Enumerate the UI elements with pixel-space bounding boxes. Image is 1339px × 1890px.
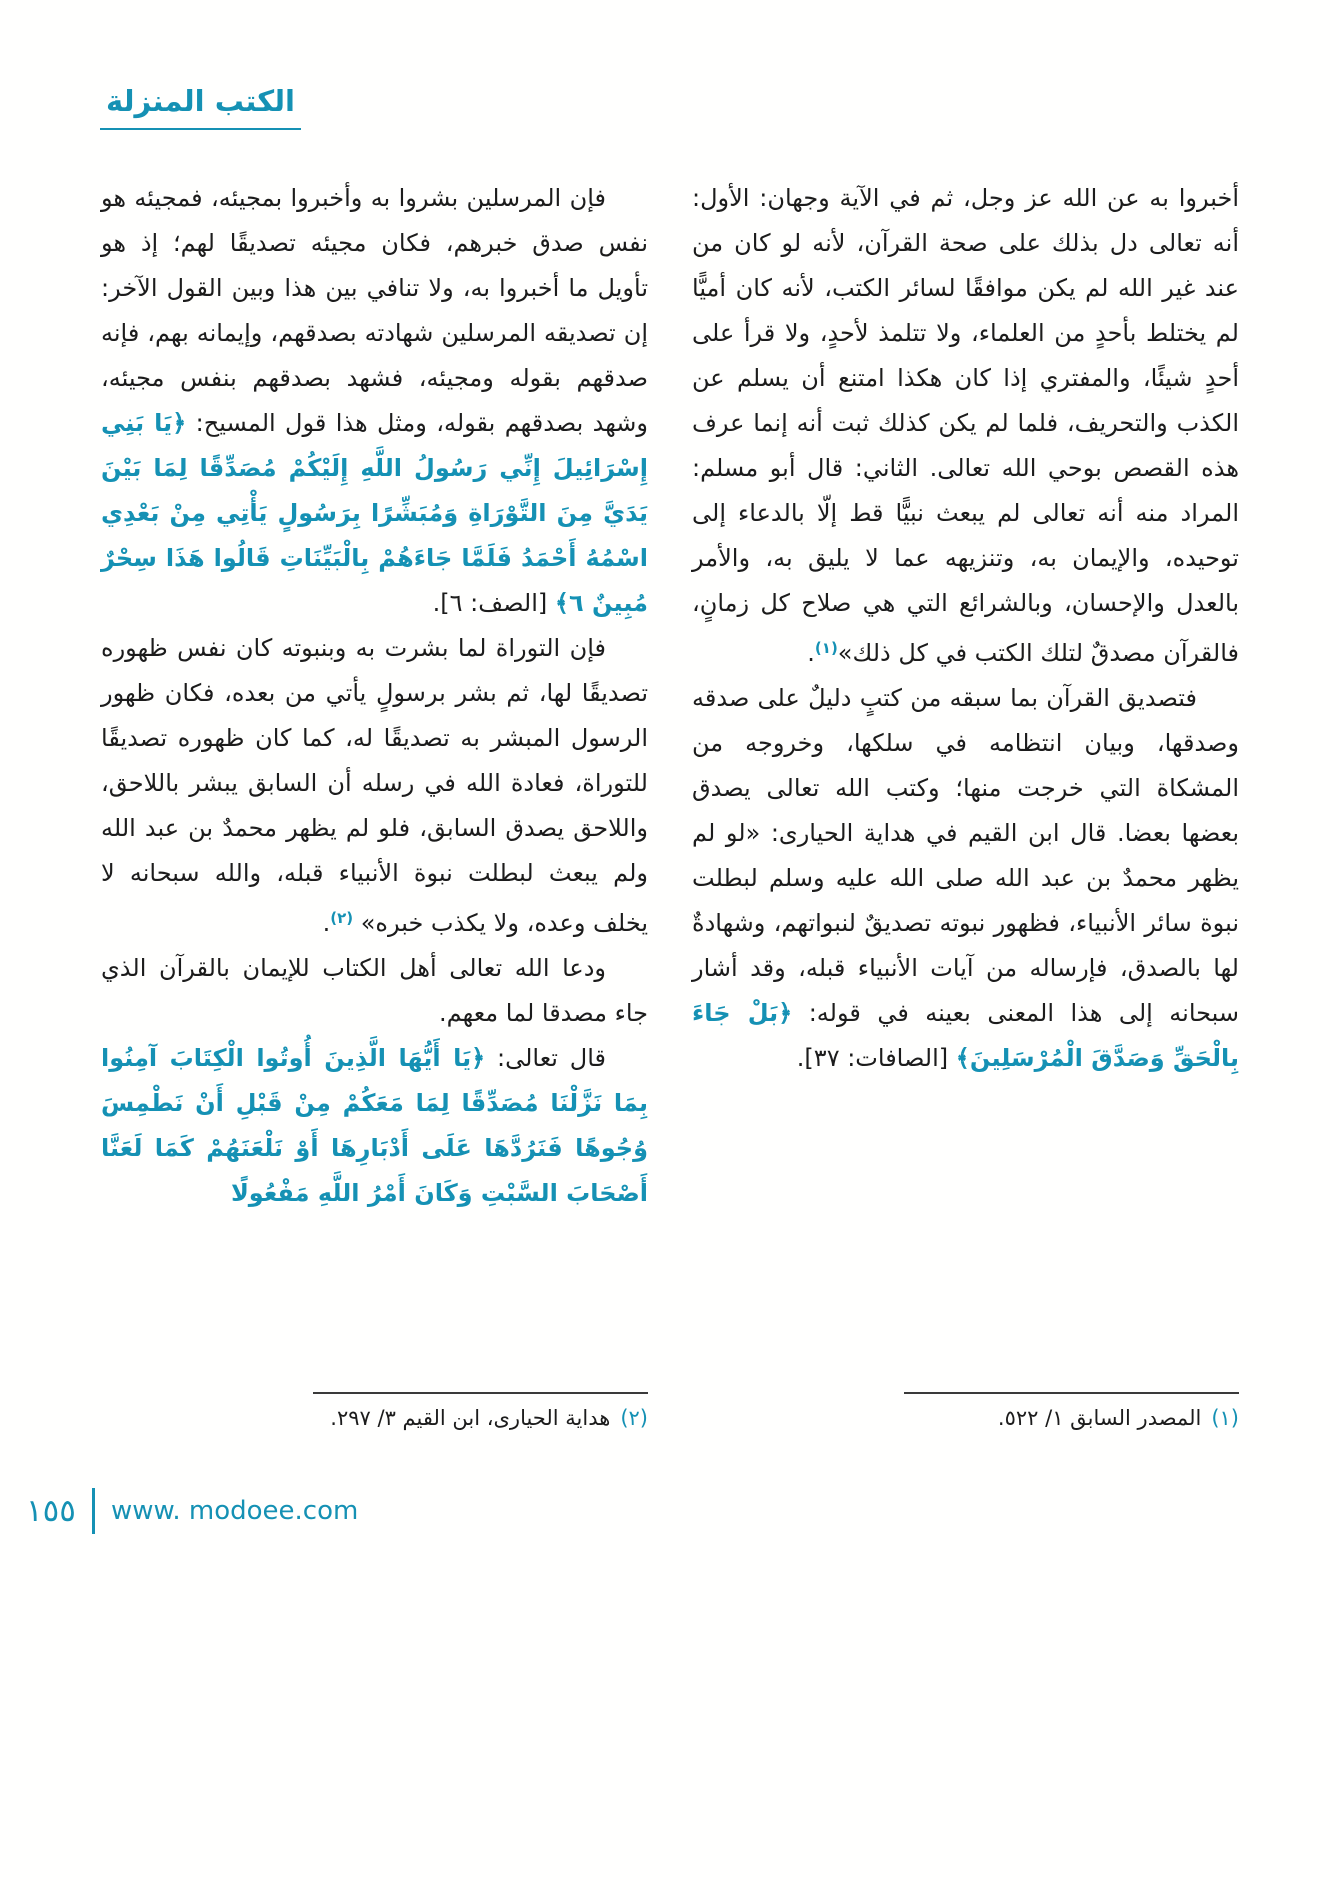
footnote-text: المصدر السابق ١/ ٥٢٢. <box>997 1406 1202 1430</box>
footnote-number: (٢) <box>620 1406 648 1430</box>
footnote-ref: (٢) <box>330 909 354 927</box>
footer-divider <box>92 1488 95 1534</box>
footnotes-area <box>100 1392 1239 1430</box>
paragraph <box>101 176 648 626</box>
column-left <box>101 176 648 1216</box>
page-number: ١٥٥ <box>26 1493 76 1529</box>
footnote-line <box>692 1406 1239 1430</box>
quran-verse: ﴿بَلْ جَاءَ بِالْحَقِّ وَصَدَّقَ الْمُرْسَلِينَ﴾ <box>692 999 1239 1072</box>
body-text: فإن التوراة لما بشرت به وبنبوته كان نفس ظهوره تصديقًا لها، ثم بشر برسولٍ يأتي من بعده، فكان ظهور الرسول المبشر به تصديقًا له، كما كان ظهوره تصديقًا للتوراة، فعادة الله في رسله أن السابق يبشر باللاحق، واللاحق يصدق السابق، فلو لم يظهر محمدٌ بن عبد الله ولم يبعث لبطلت نبوة الأنبياء قبله، والله سبحانه لا يخلف وعده، ولا يكذب خبره» <box>101 634 648 937</box>
paragraph <box>692 676 1239 1081</box>
footnote-2 <box>101 1392 648 1430</box>
footnote-separator <box>313 1392 648 1394</box>
paragraph <box>101 946 648 1036</box>
text-columns <box>100 176 1239 1216</box>
body-text: [الصافات: ٣٧]. <box>796 1044 956 1072</box>
page-footer <box>26 1488 358 1534</box>
footnote-ref: (١) <box>814 639 838 657</box>
website-url: www. modoee.com <box>110 1496 359 1526</box>
footnote-number: (١) <box>1211 1406 1239 1430</box>
paragraph <box>692 176 1239 676</box>
chapter-title: الكتب المنزلة <box>100 84 301 130</box>
footnote-1 <box>692 1392 1239 1430</box>
paragraph <box>101 626 648 946</box>
footnote-text: هداية الحيارى، ابن القيم ٣/ ٢٩٧. <box>330 1406 611 1430</box>
footnote-separator <box>904 1392 1239 1394</box>
body-text: أخبروا به عن الله عز وجل، ثم في الآية وجهان: الأول: أنه تعالى دل بذلك على صحة القرآن، لأنه لو كان من عند غير الله لم يكن موافقًا لسائر الكتب، لأنه كان أميًّا لم يختلط بأحدٍ من العلماء، ولا تتلمذ لأحدٍ، ولا قرأ على أحدٍ شيئًا، والمفتري إذا كان هكذا امتنع أن يسلم عن الكذب والتحريف، فلما لم يكن كذلك ثبت أنه إنما عرف هذه القصص بوحي الله تعالى. الثاني: قال أبو مسلم: المراد منه أنه تعالى لم يبعث نبيًّا قط إلّا بالدعاء إلى توحيده، والإيمان به، وتنزيهه عما لا يليق به، والأمر بالعدل والإحسان، وبالشرائع التي هي صلاح كل زمانٍ، فالقرآن مصدقٌ لتلك الكتب في كل ذلك» <box>692 184 1239 667</box>
quran-verse: ﴿يَا بَنِي إِسْرَائِيلَ إِنِّي رَسُولُ اللَّهِ إِلَيْكُمْ مُصَدِّقًا لِمَا بَيْنَ يَدَيَّ مِنَ التَّوْرَاةِ وَمُبَشِّرًا بِرَسُولٍ يَأْتِي مِنْ بَعْدِي اسْمُهُ أَحْمَدُ فَلَمَّا جَاءَهُمْ بِالْبَيِّنَاتِ قَالُوا هَذَا سِحْرٌ مُبِينٌ ٦﴾ <box>101 409 648 617</box>
quran-verse: ﴿يَا أَيُّهَا الَّذِينَ أُوتُوا الْكِتَابَ آمِنُوا بِمَا نَزَّلْنَا مُصَدِّقًا لِمَا مَعَكُمْ مِنْ قَبْلِ أَنْ نَطْمِسَ وُجُوهًا فَنَرُدَّهَا عَلَى أَدْبَارِهَا أَوْ نَلْعَنَهُمْ كَمَا لَعَنَّا أَصْحَابَ السَّبْتِ وَكَانَ أَمْرُ اللَّهِ مَفْعُولًا <box>101 1044 648 1207</box>
paragraph <box>101 1036 648 1216</box>
footnote-line <box>101 1406 648 1430</box>
body-text: ودعا الله تعالى أهل الكتاب للإيمان بالقرآن الذي جاء مصدقا لما معهم. <box>101 954 648 1027</box>
body-text: فإن المرسلين بشروا به وأخبروا بمجيئه، فمجيئه هو نفس صدق خبرهم، فكان مجيئه تصديقًا لهم؛ إذ هو تأويل ما أخبروا به، ولا تنافي بين هذا وبين القول الآخر: إن تصديقه المرسلين شهادته بصدقهم، وإيمانه بهم، فإنه صدقهم بقوله ومجيئه، فشهد بصدقهم بنفس مجيئه، وشهد بصدقهم بقوله، ومثل هذا قول المسيح: <box>101 184 649 437</box>
body-text: [الصف: ٦]. <box>432 589 555 617</box>
body-text: قال تعالى: <box>485 1044 607 1072</box>
body-text: فتصديق القرآن بما سبقه من كتبٍ دليلٌ على صدقه وصدقها، وبيان انتظامه في سلكها، وخروجه من المشكاة التي خرجت منها؛ وكتب الله تعالى يصدق بعضها بعضا. قال ابن القيم في هداية الحيارى: «لو لم يظهر محمدٌ بن عبد الله صلى الله عليه وسلم لبطلت نبوة سائر الأنبياء، فظهور نبوته تصديقٌ لنبواتهم، وشهادةٌ لها بالصدق، فإرساله من آيات الأنبياء قبله، وقد أشار سبحانه إلى هذا المعنى بعينه في قوله: <box>692 684 1239 1027</box>
column-right <box>692 176 1239 1216</box>
body-text: . <box>807 639 815 667</box>
body-text: . <box>322 909 331 937</box>
